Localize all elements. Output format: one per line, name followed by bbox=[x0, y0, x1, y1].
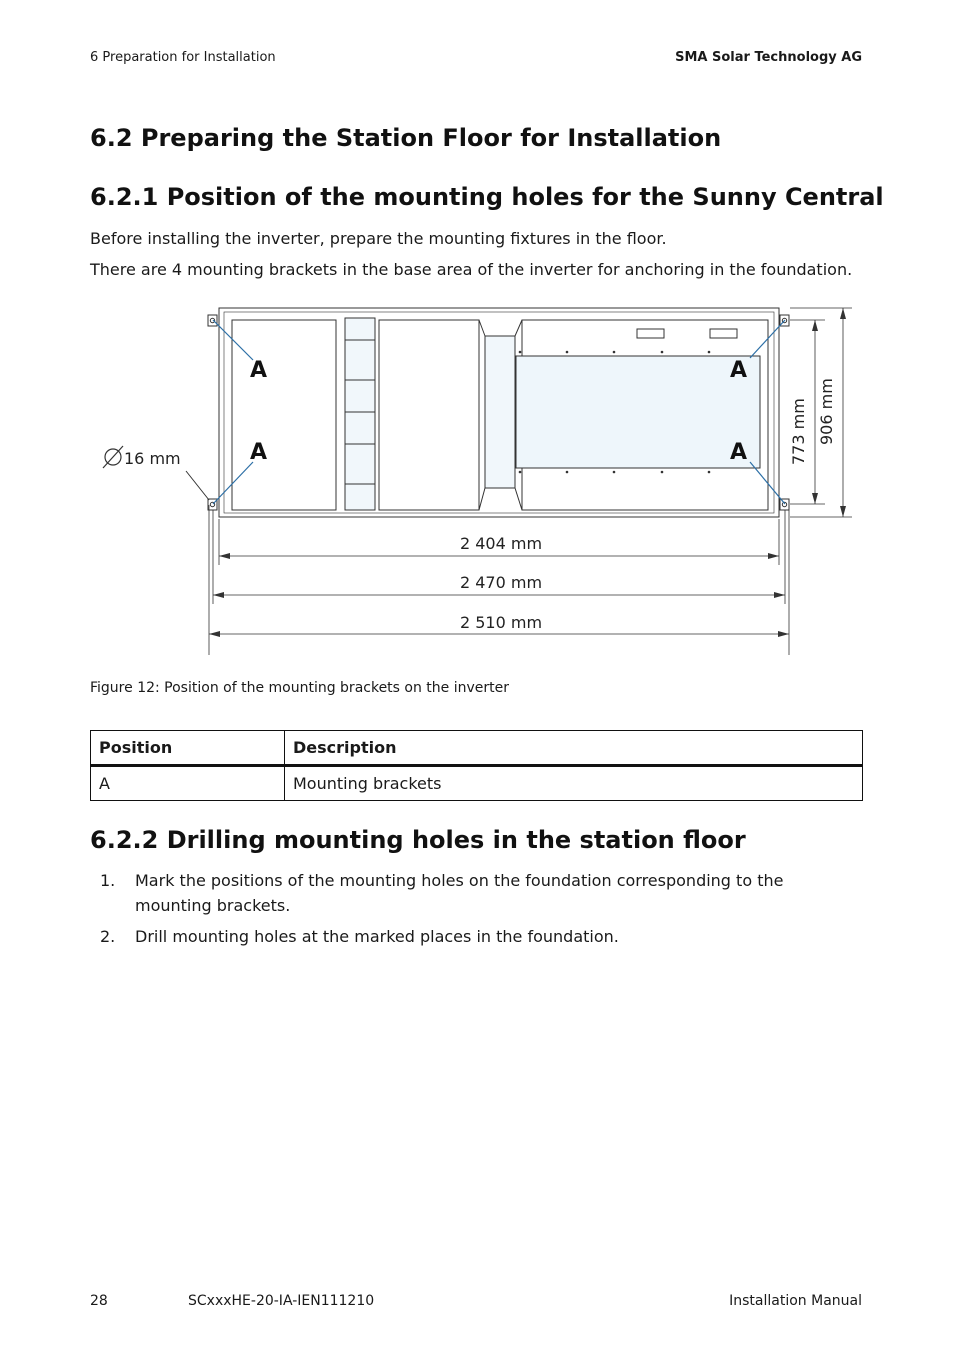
list-item bbox=[90, 868, 850, 918]
header-section: 6 Preparation for Installation bbox=[90, 50, 276, 65]
dimension-906: 906 mm bbox=[817, 378, 836, 445]
step-number: 1. bbox=[100, 871, 116, 890]
footer-manual-title: Installation Manual bbox=[729, 1293, 862, 1309]
dimension-2510: 2 510 mm bbox=[459, 613, 543, 632]
step-text: Drill mounting holes at the marked places in the foundation. bbox=[135, 927, 619, 946]
label-a-bottom-left: A bbox=[250, 440, 268, 465]
diameter-symbol bbox=[103, 446, 123, 468]
list-item bbox=[90, 924, 850, 949]
dimension-773: 773 mm bbox=[789, 398, 808, 465]
intro-paragraph: Before installing the inverter, prepare the mounting fixtures in the floor. bbox=[90, 229, 667, 248]
subsection-title-drilling: 6.2.2 Drilling mounting holes in the station floor bbox=[90, 826, 746, 854]
footer-doc-id: SCxxxHE-20-IA-IEN111210 bbox=[188, 1293, 375, 1309]
figure-caption: Figure 12: Position of the mounting brackets on the inverter bbox=[90, 680, 510, 696]
step-text: Mark the positions of the mounting holes on the foundation corresponding to the mounting brackets. bbox=[135, 871, 784, 915]
legend-header-description: Description bbox=[285, 731, 863, 766]
legend-table bbox=[90, 730, 863, 801]
subsection-title-position: 6.2.1 Position of the mounting holes for the Sunny Central bbox=[90, 183, 884, 211]
label-a-top-left: A bbox=[250, 358, 268, 383]
label-a-bottom-right: A bbox=[730, 440, 748, 465]
header-company: SMA Solar Technology AG bbox=[675, 50, 862, 65]
step-number: 2. bbox=[100, 927, 116, 946]
legend-header-position: Position bbox=[91, 731, 285, 766]
inverter-base-diagram bbox=[0, 300, 954, 670]
dimension-2404: 2 404 mm bbox=[459, 534, 543, 553]
section-title: 6.2 Preparing the Station Floor for Installation bbox=[90, 124, 722, 152]
legend-cell-position: A bbox=[91, 766, 285, 801]
legend-header-row bbox=[91, 731, 863, 766]
drilling-steps-list bbox=[90, 868, 850, 955]
footer-page-number: 28 bbox=[90, 1293, 108, 1309]
label-a-top-right: A bbox=[730, 358, 748, 383]
brackets-paragraph: There are 4 mounting brackets in the base area of the inverter for anchoring in the foundation. bbox=[90, 260, 853, 279]
dimension-2470: 2 470 mm bbox=[459, 573, 543, 592]
diameter-dimension: 16 mm bbox=[124, 449, 181, 468]
legend-cell-description: Mounting brackets bbox=[285, 766, 863, 801]
table-row bbox=[91, 766, 863, 801]
